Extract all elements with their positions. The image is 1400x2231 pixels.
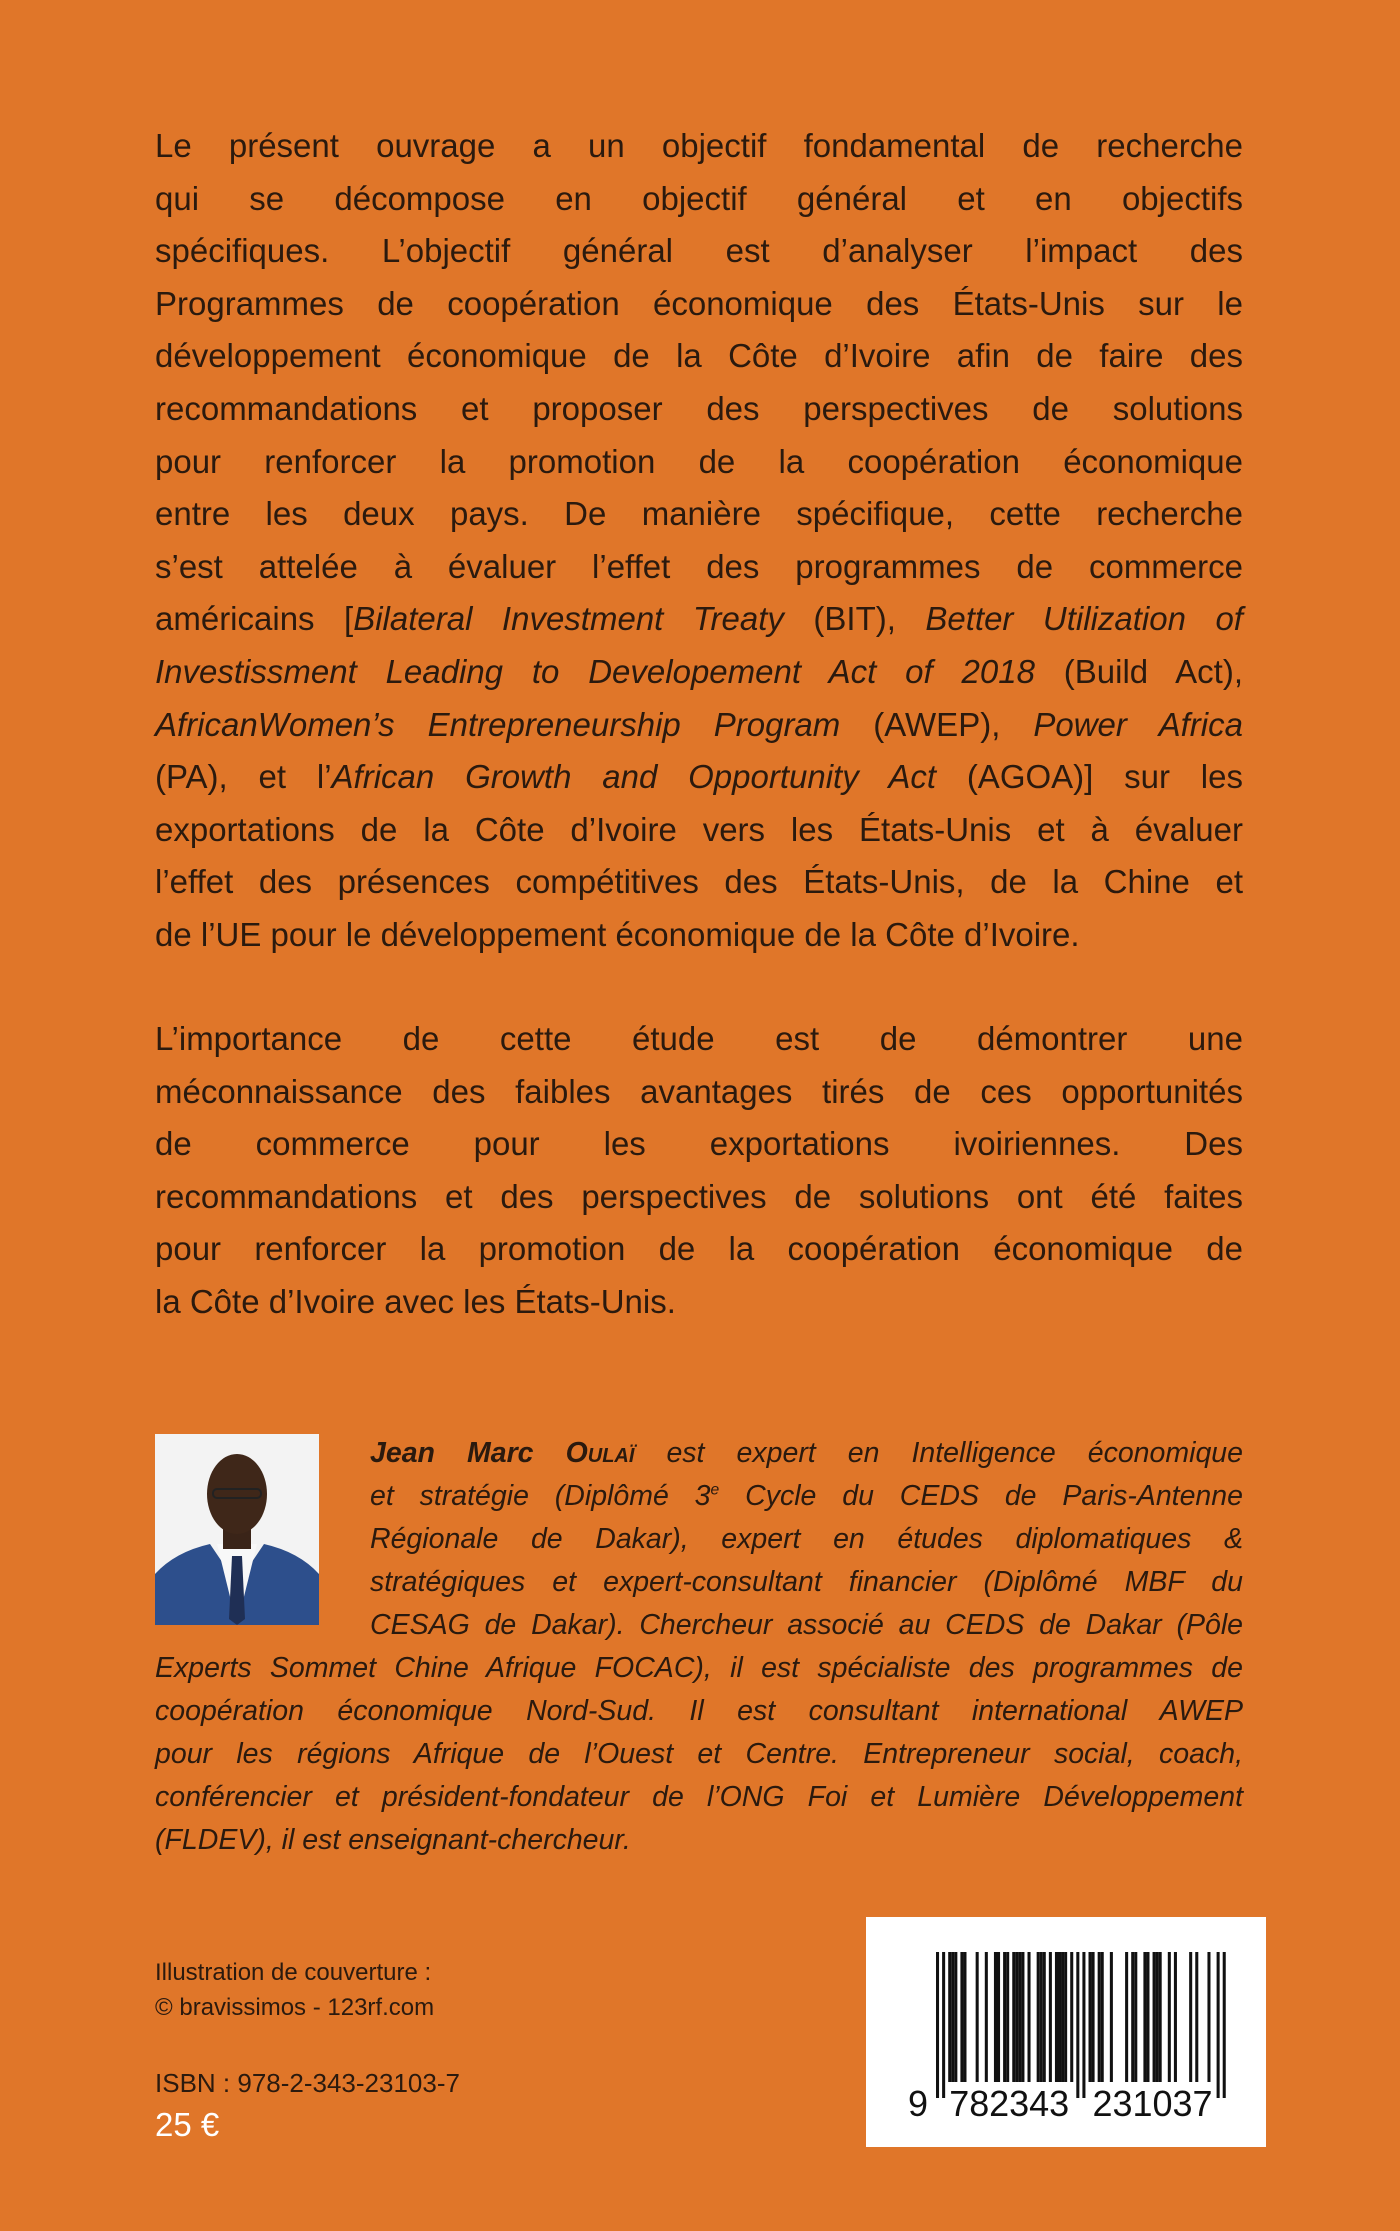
barcode-bar	[1217, 1952, 1220, 2098]
barcode-bar	[1018, 1952, 1021, 2082]
barcode-bar	[1134, 1952, 1137, 2082]
barcode-bar	[951, 1952, 954, 2082]
barcode-bar	[1125, 1952, 1128, 2082]
text-line	[155, 173, 1243, 226]
text-line	[155, 120, 1243, 173]
text-line	[155, 436, 1243, 489]
text: méconnaissance des faibles avantages tirés de ces opportunités	[155, 1072, 1243, 1110]
text-line	[155, 751, 1243, 804]
barcode-bar	[1092, 1952, 1095, 2082]
barcode-bar	[1159, 1952, 1162, 2082]
barcode-bar	[1028, 1952, 1031, 2082]
bio-text: et stratégie (Diplômé 3	[370, 1480, 711, 1512]
barcode-bar	[1006, 1952, 1009, 2082]
italic-text: AfricanWomen’s Entrepreneurship Program	[155, 705, 841, 743]
barcode-digits: 231037	[1092, 2083, 1213, 2124]
bio-superscript: e	[710, 1481, 720, 1499]
barcode-bar	[1082, 1952, 1085, 2098]
barcode-bar	[1101, 1952, 1104, 2082]
isbn-barcode	[866, 1917, 1266, 2147]
barcode-bar	[1015, 1952, 1018, 2082]
bio-line: pour les régions Afrique de l’Ouest et Centre. Entrepreneur social, coach,	[155, 1738, 1243, 1770]
barcode-bar	[1003, 1952, 1006, 2082]
text-line	[155, 1066, 1243, 1119]
barcode-bar	[1040, 1952, 1043, 2082]
barcode-bar	[1076, 1952, 1079, 2098]
credits-source: © bravissimos - 123rf.com	[155, 1994, 435, 2021]
barcode-bar	[976, 1952, 979, 2082]
barcode-bar	[963, 1952, 966, 2082]
text-line	[155, 646, 1243, 699]
italic-text: African Growth and Opportunity Act	[331, 758, 936, 796]
barcode-bar	[1055, 1952, 1058, 2082]
text: entre les deux pays. De manière spécifique, cette recherche	[155, 495, 1243, 533]
text: qui se décompose en objectif général et en objectifs	[155, 179, 1243, 217]
bio-line	[370, 1432, 1243, 1475]
credits-label: Illustration de couverture :	[155, 1959, 432, 1986]
text-line	[155, 1223, 1243, 1276]
text-line	[155, 383, 1243, 436]
barcode-bar	[1089, 1952, 1092, 2082]
isbn: ISBN : 978-2-343-23103-7	[155, 2068, 460, 2098]
price: 25 €	[155, 2106, 220, 2143]
barcode-digits: 9	[907, 2083, 928, 2124]
bio-line	[370, 1475, 1243, 1518]
text: exportations de la Côte d’Ivoire vers les États-Unis et à évaluer	[155, 810, 1243, 848]
bio-line: stratégiques et expert-consultant financier (Diplômé MBF du	[370, 1566, 1243, 1598]
barcode-bar	[1037, 1952, 1040, 2082]
text: américains [	[155, 600, 354, 638]
text: (Build Act),	[1034, 652, 1243, 690]
barcode-bar	[1049, 1952, 1052, 2082]
barcode-bar	[1021, 1952, 1024, 2082]
bio-text: Cycle du CEDS de Paris-Antenne	[719, 1480, 1243, 1512]
text: (BIT),	[783, 600, 926, 638]
text-line	[155, 856, 1243, 909]
text-line	[155, 1276, 1243, 1329]
barcode-bar	[1058, 1952, 1061, 2082]
italic-text: Investissment Leading to Developement Act of 2018	[155, 652, 1035, 690]
author-surname: Oulaï	[565, 1437, 635, 1469]
text: Programmes de coopération économique des États-Unis sur le	[155, 284, 1243, 322]
text-line	[155, 278, 1243, 331]
barcode-bar	[1064, 1952, 1067, 2082]
text: recommandations et des perspectives de solutions ont été faites	[155, 1177, 1243, 1215]
text-line	[155, 909, 1243, 962]
text-line	[155, 488, 1243, 541]
author-name: Jean Marc	[370, 1437, 566, 1469]
bio-line: coopération économique Nord-Sud. Il est consultant international AWEP	[155, 1695, 1243, 1727]
italic-text: Bilateral Investment Treaty	[353, 600, 784, 638]
cover-credits	[155, 1955, 434, 2025]
barcode-bar	[942, 1952, 945, 2098]
text-line	[155, 699, 1243, 752]
barcode-bar	[954, 1952, 957, 2082]
text: la Côte d’Ivoire avec les États-Unis.	[155, 1282, 676, 1320]
text: de commerce pour les exportations ivoiriennes. Des	[155, 1125, 1243, 1163]
italic-text: Power Africa	[1033, 705, 1243, 743]
barcode-bar	[948, 1952, 951, 2082]
text: pour renforcer la promotion de la coopération économique de	[155, 1230, 1243, 1268]
barcode-bar	[1223, 1952, 1226, 2098]
barcode-bar	[960, 1952, 963, 2082]
text-line	[155, 1171, 1243, 1224]
bio-line: Experts Sommet Chine Afrique FOCAC), il est spécialiste des programmes de	[155, 1652, 1243, 1684]
barcode-bar	[1070, 1952, 1073, 2082]
text: développement économique de la Côte d’Ivoire afin de faire des	[155, 337, 1243, 375]
barcode-bar	[1168, 1952, 1171, 2082]
text-line	[155, 593, 1243, 646]
text: (PA), et l’	[155, 758, 332, 796]
barcode-digits: 782343	[949, 2083, 1070, 2124]
text: pour renforcer la promotion de la coopération économique	[155, 442, 1243, 480]
author-bio	[155, 1432, 1243, 1862]
bio-text: est expert en Intelligence économique	[634, 1437, 1243, 1469]
text-line	[155, 1118, 1243, 1171]
abstract-paragraph-1	[155, 120, 1243, 962]
text: (AGOA)] sur les	[936, 758, 1243, 796]
bio-line: conférencier et président-fondateur de l’ONG Foi et Lumière Développement	[155, 1781, 1243, 1813]
barcode-bar	[1061, 1952, 1064, 2082]
barcode-bar	[1207, 1952, 1210, 2082]
text: s’est attelée à évaluer l’effet des programmes de commerce	[155, 547, 1243, 585]
text: de l’UE pour le développement économique de la Côte d’Ivoire.	[155, 915, 1080, 953]
text: L’importance de cette étude est de démontrer une	[155, 1020, 1243, 1057]
barcode-bar	[1131, 1952, 1134, 2082]
text: l’effet des présences compétitives des États-Unis, de la Chine et	[155, 863, 1243, 901]
text: spécifiques. L’objectif général est d’analyser l’impact des	[155, 232, 1243, 270]
italic-text: Better Utilization of	[925, 600, 1243, 638]
text-line	[155, 225, 1243, 278]
bio-line: (FLDEV), il est enseignant-chercheur.	[155, 1824, 631, 1856]
text: recommandations et proposer des perspectives de solutions	[155, 389, 1243, 427]
text: (AWEP),	[840, 705, 1034, 743]
barcode-bar	[1195, 1952, 1198, 2082]
barcode-bar	[1156, 1952, 1159, 2082]
text-line	[155, 1013, 1243, 1066]
bio-line: CESAG de Dakar). Chercheur associé au CEDS de Dakar (Pôle	[370, 1609, 1243, 1641]
bio-line: Régionale de Dakar), expert en études diplomatiques &	[370, 1523, 1243, 1555]
barcode-bar	[1043, 1952, 1046, 2082]
text-line	[155, 541, 1243, 594]
barcode-bar	[997, 1952, 1000, 2082]
barcode-bar	[1110, 1952, 1113, 2082]
abstract-paragraph-2	[155, 1013, 1243, 1329]
barcode-bar	[985, 1952, 988, 2082]
barcode-bar	[1189, 1952, 1192, 2082]
barcode-bar	[1098, 1952, 1101, 2082]
barcode-bar	[936, 1952, 939, 2098]
barcode-bar	[994, 1952, 997, 2082]
barcode-bar	[1146, 1952, 1149, 2082]
text-line	[155, 804, 1243, 857]
barcode-bar	[1012, 1952, 1015, 2082]
barcode-bar	[1174, 1952, 1177, 2082]
barcode-bar	[1143, 1952, 1146, 2082]
barcode-bar	[1153, 1952, 1156, 2082]
text-line	[155, 330, 1243, 383]
text: Le présent ouvrage a un objectif fondamental de recherche	[155, 127, 1243, 164]
